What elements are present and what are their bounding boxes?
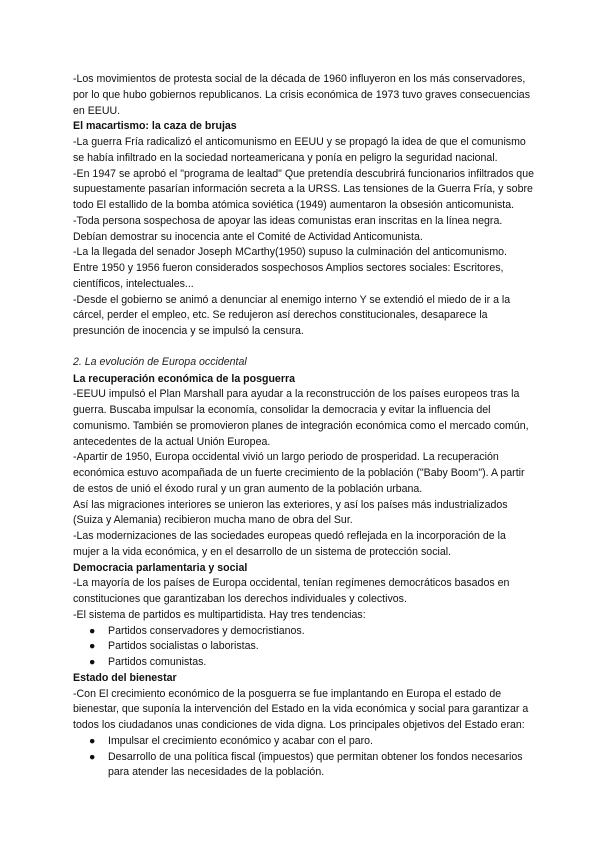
document-page [73, 72, 535, 781]
recuperacion-paragraph: Así las migraciones interiores se unieron las exteriores, y así los países más industrializados (Suiza y Alemania) recibieron mucha mano de obra del Sur. [73, 498, 508, 527]
list-item-text: Partidos socialistas o laboristas. [108, 640, 259, 653]
macartismo-paragraph: -En 1947 se aprobó el "programa de lealtad" Que pretendía descubrirá funcionarios infiltrados que supuestamente pasarían información secreta a la URSS. Las tensiones de la Guerra Fría, y sobre todo El estallido de la bomba atómica soviética (1949) aumentaron la obsesión anticomunista. [73, 167, 534, 211]
bullet-icon: ● [89, 656, 96, 668]
bullet-icon: ● [89, 734, 96, 747]
bullet-icon: ● [89, 624, 96, 637]
list-item [73, 655, 535, 671]
list-item-text: Desarrollo de una política fiscal (impuestos) que permitan obtener los fondos necesarios para atender las necesidades de la población. [108, 750, 523, 779]
bullet-icon: ● [89, 640, 96, 653]
list-item-text: Impulsar el crecimiento económico y acabar con el paro. [108, 734, 373, 747]
list-item [73, 750, 535, 782]
list-item-text: Partidos conservadores y democristianos. [108, 624, 305, 637]
list-item-text: Partidos comunistas. [108, 656, 207, 668]
recuperacion-paragraph: -Apartir de 1950, Europa occidental vivió un largo periodo de prosperidad. La recuperación económica estuvo acompañada de un fuerte crecimiento de la población ("Baby Boom"). A partir de estos de unió el éxodo rural y un gran aumento de la población urbana. [73, 451, 525, 495]
bienestar-paragraph: -Con El crecimiento económico de la posguerra se fue implantando en Europa el estado de bienestar, que suponía la intervención del Estado en la vida económica y social para garantizar a todos los ciudadanos unas condiciones de vida digna. Los principales objetivos del Estado eran: [73, 687, 529, 731]
macartismo-paragraph: -Toda persona sospechosa de apoyar las ideas comunistas eran inscritas en la línea negra. Debían demostrar su inocencia ante el Comité de Actividad Anticomunista. [73, 214, 503, 243]
macartismo-heading: El macartismo: la caza de brujas [73, 120, 237, 133]
objetivos-list [73, 734, 535, 781]
democracia-paragraph: -La mayoría de los países de Europa occidental, tenían regímenes democráticos basados en constituciones que garantizaban los derechos individuales y colectivos. [73, 577, 510, 605]
section-2-title: 2. La evolución de Europa occidental [73, 355, 247, 368]
recuperacion-heading: La recuperación económica de la posguerra [73, 372, 295, 385]
macartismo-paragraph: -La la llegada del senador Joseph MCarthy(1950) supuso la culminación del anticomunismo. Entre 1950 y 1956 fueron considerados sospechosos Amplios sectores sociales: Escritores, científicos, intelectuales... [73, 246, 507, 290]
recuperacion-paragraph: -EEUU impulsó el Plan Marshall para ayudar a la reconstrucción de los países europeos tras la guerra. Buscaba impulsar la economía, consolidar la democracia y evitar la influencia del comunismo. También se promovieron planes de integración económica como el mercado común, antecedentes de la actual Unión Europea. [73, 388, 529, 448]
macartismo-paragraph: -La guerra Fría radicalizó el anticomunismo en EEUU y se propagó la idea de que el comunismo se había infiltrado en la sociedad norteamericana y ponía en peligro la seguridad nacional. [73, 136, 526, 164]
partidos-list [73, 624, 535, 671]
democracia-heading: Democracia parlamentaria y social [73, 561, 248, 574]
bienestar-heading: Estado del bienestar [73, 671, 177, 684]
list-item [73, 639, 535, 655]
list-item [73, 624, 535, 640]
intro-paragraph: -Los movimientos de protesta social de la década de 1960 influyeron en los más conservadores, por lo que hubo gobiernos republicanos. La crisis económica de 1973 tuvo graves consecuencias en EEUU. [73, 73, 530, 117]
recuperacion-paragraph: -Las modernizaciones de las sociedades europeas quedó reflejada en la incorporación de la mujer a la vida económica, y en el desarrollo de un sistema de protección social. [73, 530, 506, 558]
bullet-icon: ● [89, 750, 96, 763]
list-item [73, 734, 535, 750]
macartismo-paragraph: -Desde el gobierno se animó a denunciar al enemigo interno Y se extendió el miedo de ir a la cárcel, perder el empleo, etc. Se redujeron así derechos constitucionales, desaparece la presunción de inocencia y se impulsó la censura. [73, 293, 511, 337]
democracia-paragraph: -El sistema de partidos es multipartidista. Hay tres tendencias: [73, 608, 366, 621]
